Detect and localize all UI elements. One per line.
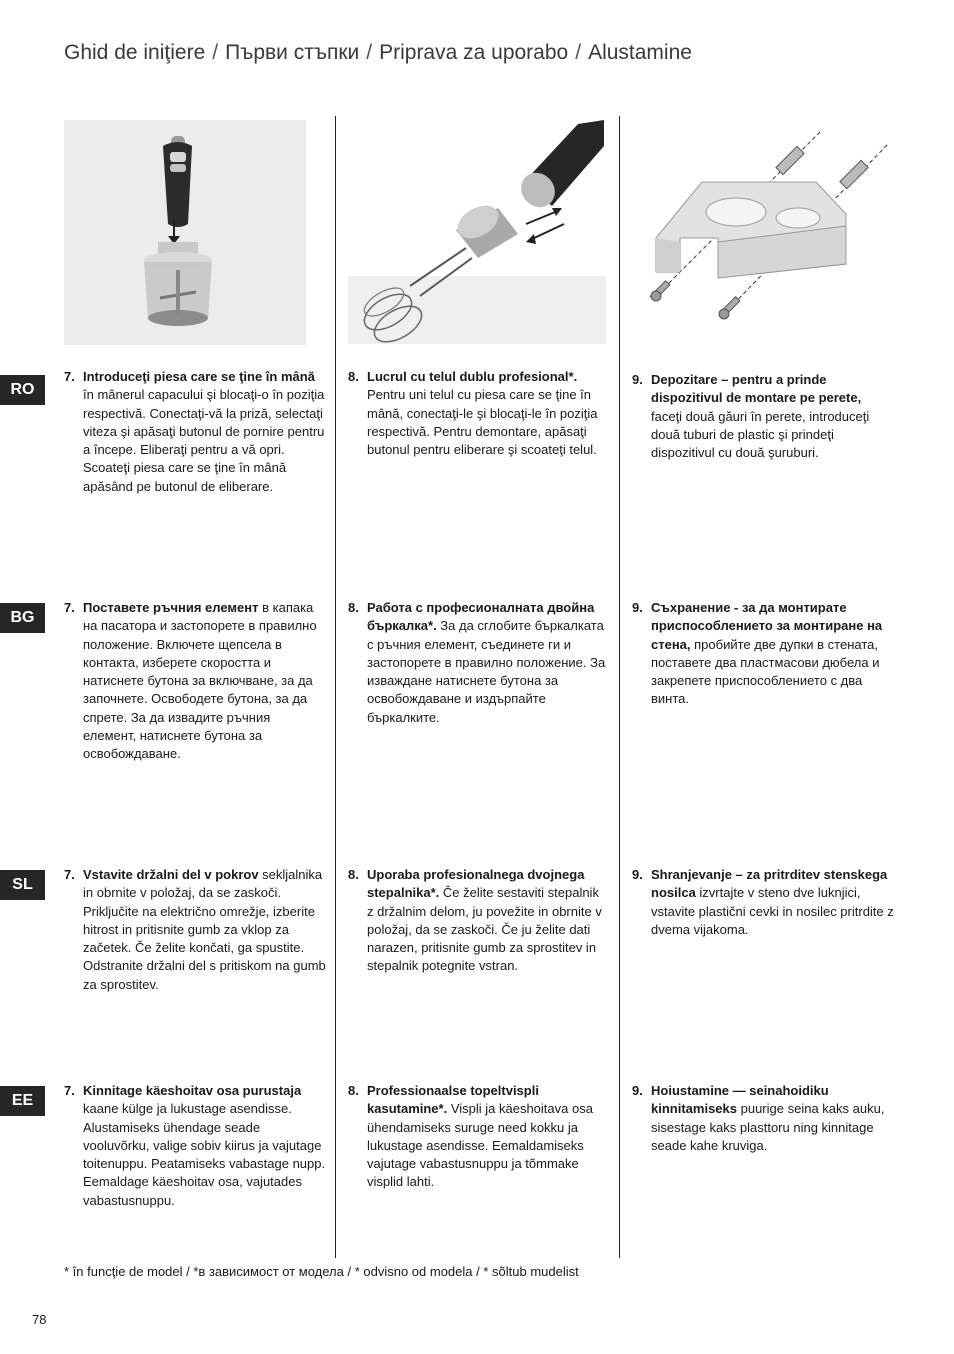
- step-7-ro: 7. Introduceţi piesa care se ţine în mână în mânerul capacului şi blocaţi-o în poziţia respectivă. Conectaţi-vă la priză, selectaţi viteza şi apăsaţi butonul de pornire pentru a începe. Eliberaţi pentru a vă opri. Scoateţi piesa care se ţine în mână apăsând pe butonul de eliberare.: [64, 369, 325, 494]
- language-tab-ee: EE: [0, 1086, 45, 1116]
- page-number: 78: [32, 1312, 47, 1327]
- step-8-ee: 8. Professionaalse topeltvispli kasutamine*. Vispli ja käeshoitava osa ühendamiseks suruge need kokku ja lukustage asendisse. Eemaldamiseks vajutage vabastusnuppu ja tõmmake visplid lahti.: [348, 1083, 593, 1190]
- step-9-sl: 9. Shranjevanje – za pritrditev stenskega nosilca izvrtajte v steno dve luknjici, vstavite plastični cevki in nosilec pritrdite z dvema vijakoma.: [632, 867, 894, 937]
- hand-blender-chopper-illustration: [64, 120, 306, 345]
- twin-whisk-illustration: [348, 116, 606, 344]
- footnote: * în funcţie de model / *в зависимост от модела / * odvisno od modela / * sõltub mudelist: [64, 1264, 579, 1279]
- wall-mount-illustration: [640, 122, 894, 328]
- language-tab-ro: RO: [0, 375, 45, 405]
- step-9-ro: 9. Depozitare – pentru a prinde dispozitivul de montare pe perete, faceţi două găuri în perete, introduceţi două tuburi de plastic şi prindeţi dispozitivul cu două şuruburi.: [632, 372, 870, 461]
- step-8-bg: 8. Работа с професионалната двойна бъркалка*. За да сглобите бъркалката с ръчния елемент, съединете ги и застопорете в правилно положение. За изваждане натиснете бутона за освобождаване и издърпайте бъркалките.: [348, 600, 606, 725]
- step-8-sl: 8. Uporaba profesionalnega dvojnega stepalnika*. Če želite sestaviti stepalnik z držalnim delom, ju povežite in obrnite v položaj, da se zaskoči. Če ju želite dati narazen, pritisnite gumb za sprostitev in stepalnik potegnite vstran.: [348, 867, 602, 974]
- language-tab-sl: SL: [0, 870, 45, 900]
- step-7-sl: 7. Vstavite držalni del v pokrov sekljalnika in obrnite v položaj, da se zaskoči. Priključite na električno omrežje, izberite hitrost in pritisnite gumb za vklop za začetek. Če želite končati, ga spustite. Odstranite držalni del s pritiskom na gumb za sprostitev.: [64, 867, 326, 992]
- column-divider: [335, 116, 336, 1258]
- step-8-ro: 8. Lucrul cu telul dublu profesional*. Pentru uni telul cu piesa care se ţine în mână, conectaţi-le şi blocaţi-le în poziţia respectivă. Pentru demontare, apăsaţi butonul pentru eliberare şi scoateţi telul.: [348, 369, 598, 458]
- title-ro: Ghid de iniţiere: [64, 41, 206, 64]
- step-9-bg: 9. Съхранение - за да монтирате приспособлението за монтиране на стена, пробийте две дупки в стената, поставете два пластмасови дюбела и закрепете приспособлението с два винта.: [632, 600, 883, 707]
- column-divider: [619, 116, 620, 1258]
- title-bg: Първи стъпки: [225, 41, 360, 64]
- step-7-ee: 7. Kinnitage käeshoitav osa purustaja kaane külge ja lukustage asendisse. Alustamiseks ühendage seade vooluvõrku, valige sobiv kiirus ja vajutage toitenuppu. Peatamiseks vabastage nupp. Eemaldage käeshoitav osa, vajutades vabastusnuppu.: [64, 1083, 326, 1208]
- title-sl: Priprava za uporabo: [379, 41, 569, 64]
- step-9-ee: 9. Hoiustamine — seinahoidiku kinnitamiseks puurige seina kaks auku, sisestage kaks plasttoru ning kinnitage seade kahe kruviga.: [632, 1083, 885, 1153]
- page-title: Ghid de iniţiere / Първи стъпки / Priprava za uporabo / Alustamine: [64, 41, 692, 64]
- step-7-bg: 7. Поставете ръчния елемент в капака на пасатора и застопорете в правилно положение. Включете щепсела в контакта, изберете скоростта и натиснете бутона за включване, за да започнете. Освободете бутона, за да спрете. За да извадите ръчния елемент, натиснете бутона за освобождаване.: [64, 600, 317, 762]
- title-ee: Alustamine: [588, 41, 692, 64]
- language-tab-bg: BG: [0, 603, 45, 633]
